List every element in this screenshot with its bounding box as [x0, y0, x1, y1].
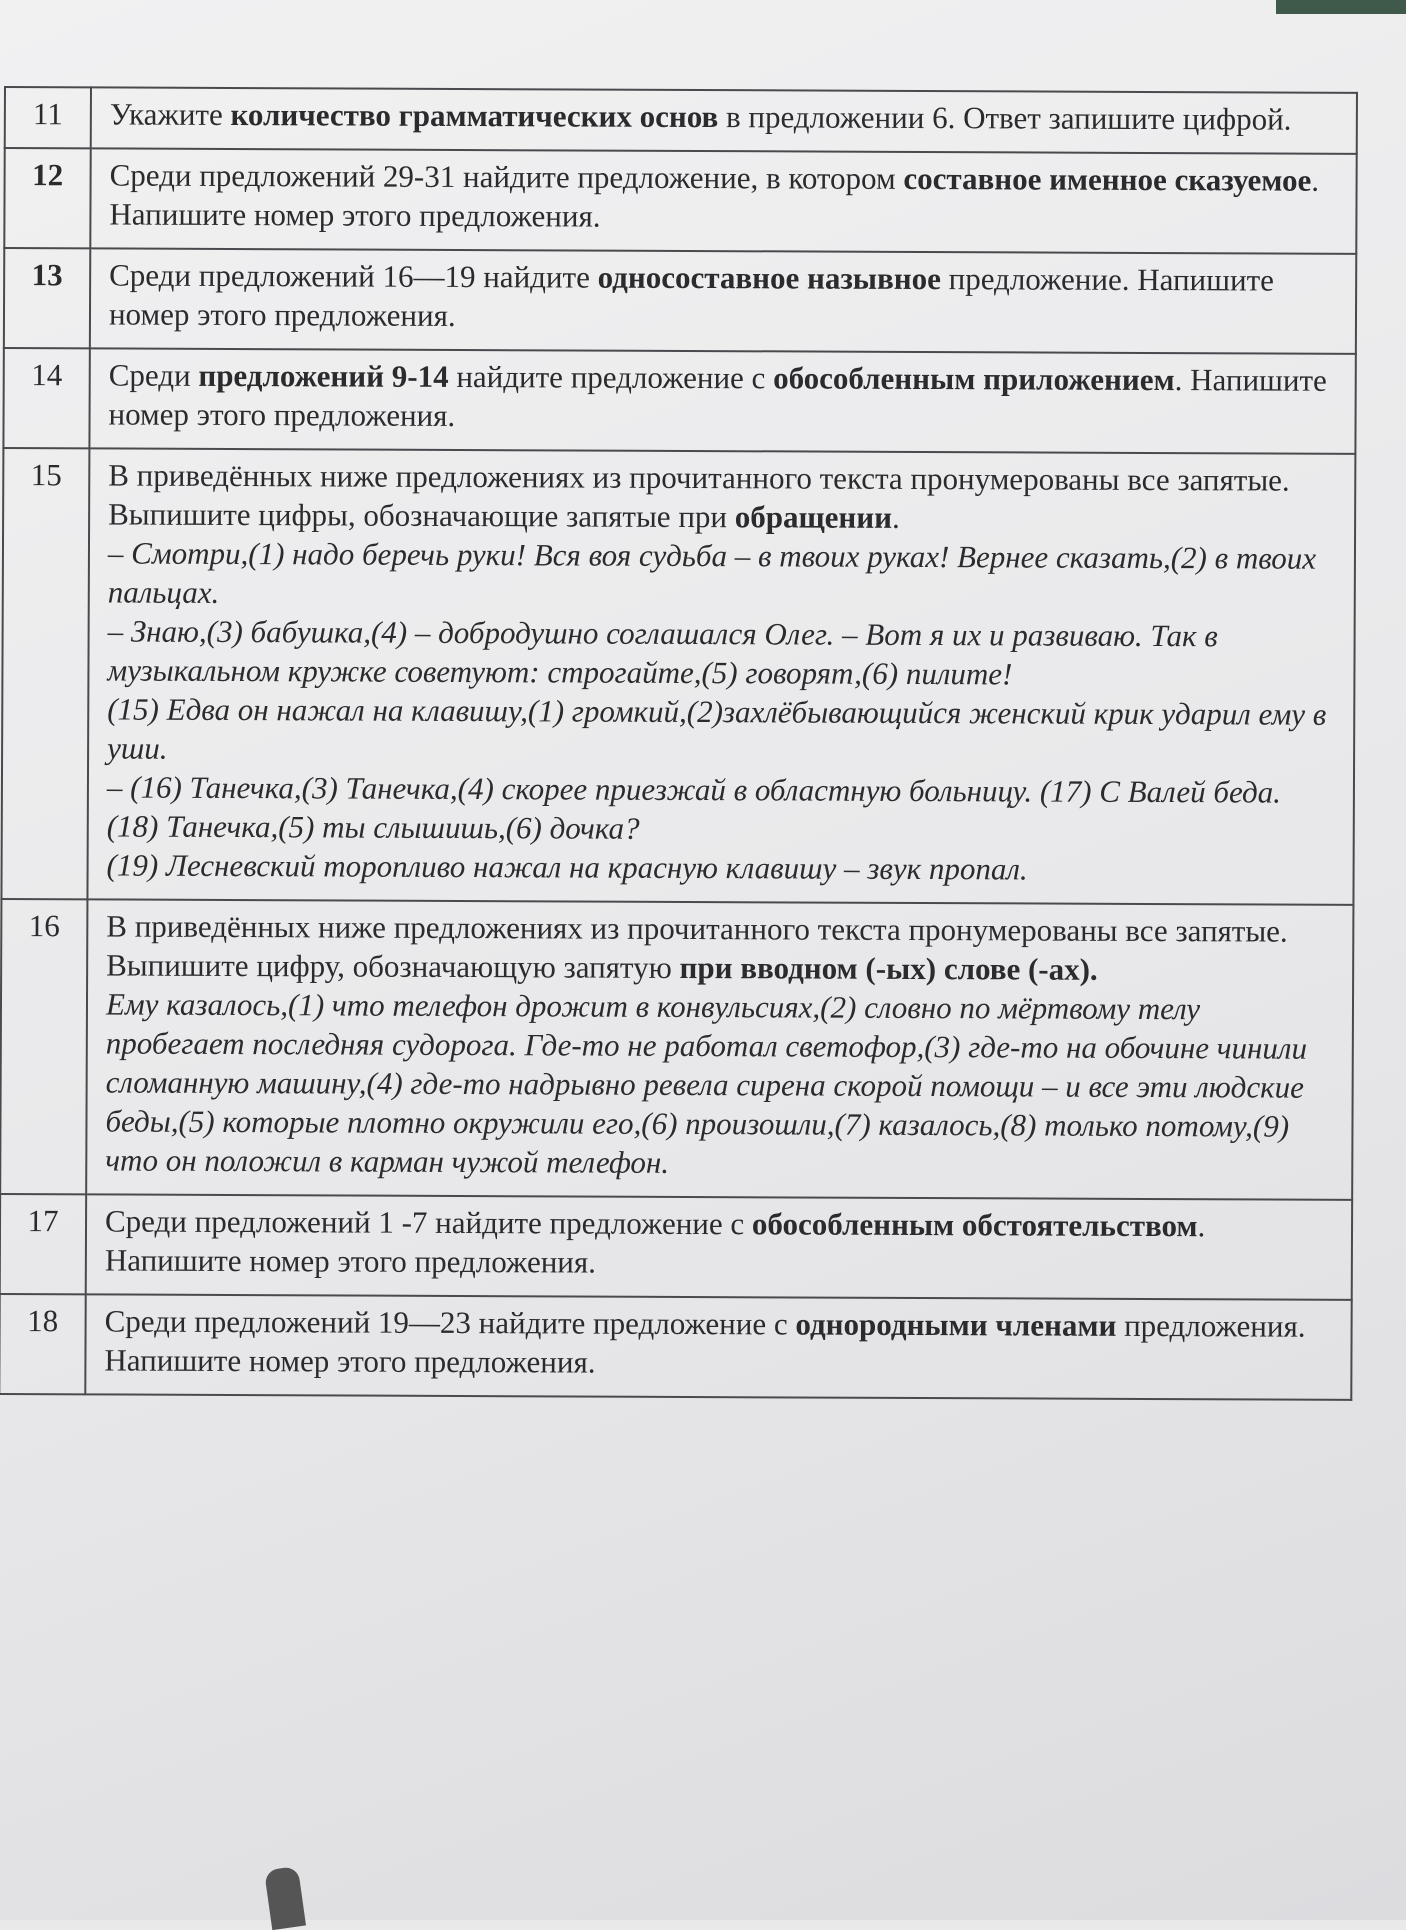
task-keyword: количество грамматических основ: [230, 96, 719, 135]
example-sentence: – Знаю,(3) бабушка,(4) – добродушно соглашался Олег. – Вот я их и развиваю. Так в музыкальном кружке советуют: строгайте,(5) говорят,(6) пилите!: [107, 613, 1218, 692]
task-instruction: [106, 906, 1334, 989]
task-instruction-part: предложение. Напишите номер этого предложения.: [108, 261, 1275, 333]
task-instruction-part: предложения. Напишите номер этого предложения.: [104, 1307, 1306, 1380]
task-row: [5, 87, 1357, 154]
task-row: [3, 348, 1355, 454]
task-row: [0, 1194, 1352, 1300]
task-number: 11: [5, 87, 91, 148]
background-strip: [1276, 0, 1406, 14]
task-row: [0, 1294, 1352, 1400]
task-number: 14: [3, 348, 89, 448]
task-row: [1, 448, 1355, 905]
task-instruction-part: Среди предложений 29-31 найдите предложение, в котором: [109, 157, 904, 196]
task-number: 13: [4, 248, 90, 348]
task-instruction-part: .: [891, 499, 900, 535]
task-instruction-part: . Напишите номер этого предложения.: [104, 1208, 1206, 1280]
task-text: [87, 448, 1355, 905]
task-number: 17: [0, 1194, 86, 1294]
task-keyword: обособленным обстоятельством: [751, 1206, 1198, 1244]
task-instruction-part: В приведённых ниже предложениях из прочитанного текста пронумерованы все запятые. Выпишите цифру, обозначающую запятую: [106, 908, 1288, 985]
task-instruction-part: Среди предложений 16—19 найдите: [109, 257, 598, 295]
task-text: [85, 1294, 1351, 1400]
task-instruction: [104, 1301, 1332, 1384]
task-text: [90, 148, 1356, 254]
task-instruction-part: Укажите: [109, 96, 231, 132]
example-sentence: – (16) Танечка,(3) Танечка,(4) скорее приезжай в областную больницу. (17) С Валей беда. (18) Танечка,(5) ты слышишь,(6) дочка?: [106, 769, 1282, 846]
tasks-table: [0, 86, 1358, 1401]
tasks-body: [0, 87, 1357, 1400]
task-instruction-part: . Напишите номер этого предложения.: [108, 362, 1327, 433]
example-sentence: – Смотри,(1) надо беречь руки! Вся воя судьба – в твоих руках! Вернее сказать,(2) в твоих пальцах.: [107, 535, 1317, 610]
task-number: 12: [4, 148, 90, 248]
example-sentence: (15) Едва он нажал на клавишу,(1) громкий,(2)захлёбывающийся женский крик ударил ему в уши.: [107, 691, 1327, 766]
task-instruction-part: в предложении 6. Ответ запишите цифрой.: [718, 99, 1292, 137]
task-instruction: [105, 1201, 1333, 1284]
task-instruction-part: найдите предложение с: [448, 358, 774, 396]
task-keyword: составное именное сказуемое: [903, 160, 1312, 198]
task-keyword: однородными членами: [795, 1306, 1117, 1343]
task-instruction-part: . Напишите номер этого предложения.: [109, 162, 1320, 234]
task-keyword: односоставное назывное: [597, 259, 941, 297]
task-instruction-part: Среди предложений 19—23 найдите предложение с: [104, 1303, 796, 1342]
task-keyword: предложений 9-14: [198, 357, 449, 394]
task-instruction: [109, 155, 1337, 238]
task-keyword: при вводном (-ых) слове (-ах).: [679, 949, 1098, 987]
task-instruction: [109, 255, 1337, 338]
task-number: 15: [1, 448, 89, 899]
task-number: 16: [0, 899, 87, 1194]
task-row: [4, 248, 1356, 354]
task-row: [4, 148, 1356, 254]
task-instruction: [108, 355, 1336, 438]
task-text: [90, 248, 1356, 354]
task-instruction-part: В приведённых ниже предложениях из прочитанного текста пронумерованы все запятые. Выпишите цифры, обозначающие запятые при: [108, 457, 1290, 535]
task-keyword: обращении: [734, 499, 893, 535]
example-sentence: Ему казалось,(1) что телефон дрожит в конвульсиях,(2) словно по мёртвому телу пробегает последняя судорога. Где-то не работал светофор,(3) где-то на обочине чинили сломанную машину,(4) где-то надрывно ревела сирена скорой помощи – и все эти людские беды,(5) которые плотно окружили его,(6) произошли,(7) казалось,(8) только потому,(9) что он положил в карман чужой телефон.: [105, 986, 1308, 1180]
task-keyword: обособленным приложением: [773, 360, 1175, 398]
task-instruction-part: Среди: [108, 357, 199, 393]
task-instruction: [110, 94, 1338, 138]
task-instruction: [108, 455, 1336, 538]
example-sentence: (19) Лесневский торопливо нажал на красную клавишу – звук пропал.: [106, 847, 1028, 887]
task-instruction-part: Среди предложений 1 -7 найдите предложение с: [104, 1203, 753, 1242]
task-text: [86, 899, 1353, 1200]
task-row: [0, 899, 1353, 1200]
task-text: [89, 348, 1355, 454]
task-number: 18: [0, 1294, 86, 1394]
task-text: [91, 87, 1357, 154]
task-text: [86, 1194, 1352, 1300]
